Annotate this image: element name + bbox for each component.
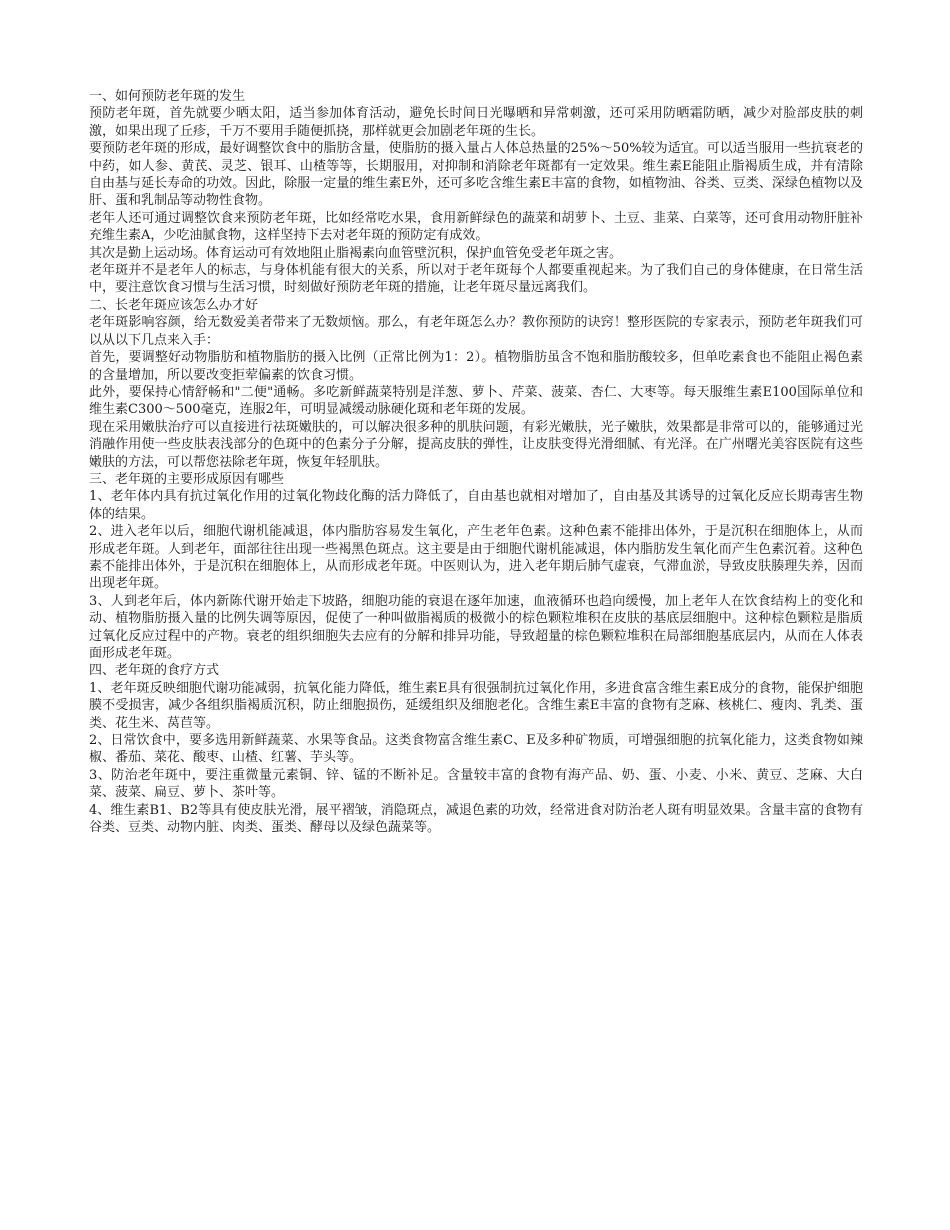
paragraph: 老年斑影响容颜，给无数爱美者带来了无数烦恼。那么，有老年斑怎么办？教你预防的诀窍！整形医院的专家表示，预防老年斑我们可以从以下几点来入手： [89,315,863,348]
paragraph: 老年斑并不是老年人的标志，与身体机能有很大的关系，所以对于老年斑每个人都要重视起来。为了我们自己的身体健康，在日常生活中，要注意饮食习惯与生活习惯，时刻做好预防老年斑的措施，让老年斑尽量远离我们。 [89,263,863,296]
paragraph: 预防老年斑，首先就要少晒太阳，适当参加体育活动，避免长时间日光曝晒和异常刺激，还可采用防晒霜防晒，减少对脸部皮肤的刺激，如果出现了丘疹，千万不要用手随便抓挠，那样就更会加剧老年斑的生长。 [89,106,863,139]
paragraph: 现在采用嫩肤治疗可以直接进行祛斑嫩肤的，可以解决很多种的肌肤问题，有彩光嫩肤，光子嫩肤，效果都是非常可以的，能够通过光消融作用使一些皮肤表浅部分的色斑中的色素分子分解，提高皮肤的弹性，让皮肤变得光滑细腻、有光泽。在广州曙光美容医院有这些嫩肤的方法，可以帮您祛除老年斑，恢复年轻肌肤。 [89,419,863,470]
paragraph: 1、老年斑反映细胞代谢功能减弱，抗氧化能力降低，维生素E具有很强制抗过氧化作用，多进食富含维生素E成分的食物，能保护细胞膜不受损害，减少各组织脂褐质沉积，防止细胞损伤，延缓组织及细胞老化。含维生素E丰富的食物有芝麻、核桃仁、瘦肉、乳类、蛋类、花生米、莴苣等。 [89,680,863,731]
paragraph: 3、人到老年后，体内新陈代谢开始走下坡路，细胞功能的衰退在逐年加速，血液循环也趋向缓慢，加上老年人在饮食结构上的变化和动、植物脂肪摄入量的比例失调等原因，促使了一种叫做脂褐质的极微小的棕色颗粒堆积在皮肤的基底层细胞中。这种棕色颗粒是脂质过氧化反应过程中的产物。衰老的组织细胞失去应有的分解和排异功能，导致超量的棕色颗粒堆积在局部细胞基底层内，从而在人体表面形成老年斑。 [89,593,863,661]
paragraph: 1、老年体内具有抗过氧化作用的过氧化物歧化酶的活力降低了，自由基也就相对增加了，自由基及其诱导的过氧化反应长期毒害生物体的结果。 [89,489,863,522]
paragraph: 4、维生素B1、B2等具有使皮肤光滑，展平褶皱，消隐斑点，减退色素的功效，经常进食对防治老人斑有明显效果。含量丰富的食物有谷类、豆类、动物内脏、肉类、蛋类、酵母以及绿色蔬菜等。 [89,802,863,836]
paragraph: 老年人还可通过调整饮食来预防老年斑，比如经常吃水果，食用新鲜绿色的蔬菜和胡萝卜、土豆、韭菜、白菜等，还可食用动物肝脏补充维生素A，少吃油腻食物，这样坚持下去对老年斑的预防定有成效。 [89,210,863,244]
document-body [89,88,863,836]
paragraph: 要预防老年斑的形成，最好调整饮食中的脂肪含量，使脂肪的摄入量占人体总热量的25%～50%较为适宜。可以适当服用一些抗衰老的中药，如人参、黄芪、灵芝、银耳、山楂等等，长期服用，对抑制和消除老年斑都有一定效果。维生素E能阻止脂褐质生成，并有清除自由基与延长寿命的功效。因此，除服一定量的维生素E外，还可多吃含维生素E丰富的食物，如植物油、谷类、豆类、深绿色植物以及肝、蛋和乳制品等动物性食物。 [89,141,863,209]
section-heading: 四、老年斑的食疗方式 [89,663,220,679]
section-heading: 一、如何预防老年斑的发生 [89,89,246,104]
paragraph: 此外，要保持心情舒畅和"二便"通畅。多吃新鲜蔬菜特别是洋葱、萝卜、芹菜、菠菜、杏仁、大枣等。每天服维生素E100国际单位和维生素C300～500毫克，连服2年，可明显减缓动脉硬化斑和老年斑的发展。 [89,384,863,418]
section-heading: 二、长老年斑应该怎么办才好 [89,297,259,313]
paragraph: 其次是勤上运动场。体育运动可有效地阻止脂褐素向血管壁沉积，保护血管免受老年斑之害。 [89,245,623,261]
paragraph: 2、进入老年以后，细胞代谢机能减退，体内脂肪容易发生氧化，产生老年色素。这种色素不能排出体外，于是沉积在细胞体上，从而形成老年斑。人到老年，面部往往出现一些褐黑色斑点。这主要是由于细胞代谢机能减退，体内脂肪发生氧化而产生色素沉着。这种色素不能排出体外，于是沉积在细胞体上，从而形成老年斑。中医则认为，进入老年期后肺气虚衰，气滞血淤，导致皮肤腠理失养，因而出现老年斑。 [89,524,863,592]
section-heading: 三、老年斑的主要形成原因有哪些 [89,471,285,487]
paragraph: 首先，要调整好动物脂肪和植物脂肪的摄入比例（正常比例为1：2）。植物脂肪虽含不饱和脂肪酸较多，但单吃素食也不能阻止褐色素的含量增加，所以要改变拒荤偏素的饮食习惯。 [89,350,863,383]
paragraph: 3、防治老年斑中，要注重微量元素铜、锌、锰的不断补足。含量较丰富的食物有海产品、奶、蛋、小麦、小米、黄豆、芝麻、大白菜、菠菜、扁豆、萝卜、茶叶等。 [89,767,863,801]
paragraph: 2、日常饮食中，要多选用新鲜蔬菜、水果等食品。这类食物富含维生素C、E及多种矿物质，可增强细胞的抗氧化能力，这类食物如辣椒、番茄、菜花、酸枣、山楂、红薯、芋头等。 [89,733,863,766]
